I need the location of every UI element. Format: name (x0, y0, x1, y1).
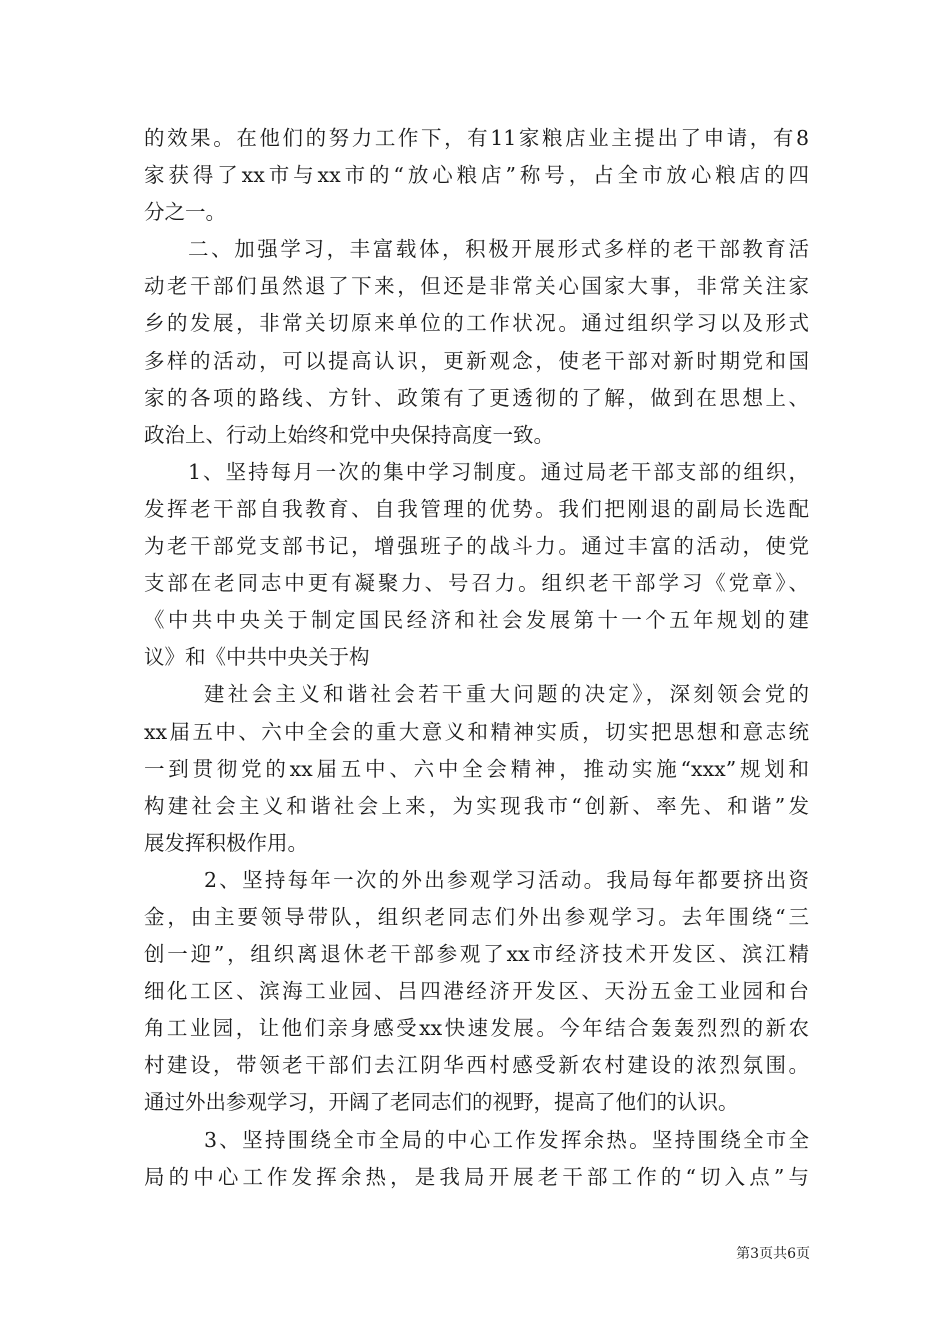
text-line: 动老干部们虽然退了下来，但还是非常关心国家大事，非常关注家 (144, 274, 809, 299)
text-line: 展发挥积极作用。 (144, 830, 308, 855)
page-number: 第3页共6页 (736, 1246, 810, 1262)
text-line: 细化工区、滨海工业园、吕四港经济开发区、天汾五金工业园和台 (144, 979, 809, 1004)
text-line: 二、加强学习，丰富载体，积极开展形式多样的老干部教育活 (188, 237, 809, 262)
text-line: 2、坚持每年一次的外出参观学习活动。我局每年都要挤出资 (204, 867, 809, 892)
text-line: 一到贯彻党的xx届五中、六中全会精神，推动实施“xxx”规划和 (144, 756, 809, 781)
text-line: 支部在老同志中更有凝聚力、号召力。组织老干部学习《党章》、 (144, 571, 809, 596)
body-text (144, 120, 809, 1196)
text-line: 发挥老干部自我教育、自我管理的优势。我们把刚退的副局长选配 (144, 496, 809, 521)
text-line: 局的中心工作发挥余热，是我局开展老干部工作的“切入点”与 (144, 1164, 809, 1189)
text-line: 家的各项的路线、方针、政策有了更透彻的了解，做到在思想上、 (144, 385, 809, 410)
text-line: 的效果。在他们的努力工作下，有11家粮店业主提出了申请，有8 (144, 126, 809, 150)
text-line: 政治上、行动上始终和党中央保持高度一致。 (144, 422, 554, 447)
text-line: 《中共中央关于制定国民经济和社会发展第十一个五年规划的建 (144, 608, 809, 633)
text-line: 家获得了xx市与xx市的“放心粮店”称号，占全市放心粮店的四 (144, 163, 809, 188)
text-line: 议》和《中共中央关于构 (144, 645, 370, 670)
text-line: 创一迎”，组织离退休老干部参观了xx市经济技术开发区、滨江精 (144, 942, 809, 967)
text-line: 为老干部党支部书记，增强班子的战斗力。通过丰富的活动，使党 (144, 534, 809, 559)
text-line: 分之一。 (144, 200, 226, 225)
text-line: 村建设，带领老干部们去江阴华西村感受新农村建设的浓烈氛围。 (144, 1053, 809, 1078)
text-line: 多样的活动，可以提高认识，更新观念，使老干部对新时期党和国 (144, 348, 809, 373)
text-line: 角工业园，让他们亲身感受xx快速发展。今年结合轰轰烈烈的新农 (144, 1016, 809, 1041)
text-line: 构建社会主义和谐社会上来，为实现我市“创新、率先、和谐”发 (144, 793, 809, 818)
text-line: 建社会主义和谐社会若干重大问题的决定》，深刻领会党的 (204, 682, 809, 707)
text-line: 金，由主要领导带队，组织老同志们外出参观学习。去年围绕“三 (144, 904, 809, 929)
text-line: 乡的发展，非常关切原来单位的工作状况。通过组织学习以及形式 (144, 311, 809, 336)
text-line: 1、坚持每月一次的集中学习制度。通过局老干部支部的组织， (188, 459, 809, 484)
text-line: 3、坚持围绕全市全局的中心工作发挥余热。坚持围绕全市全 (204, 1127, 809, 1152)
text-line: xx届五中、六中全会的重大意义和精神实质，切实把思想和意志统 (144, 719, 809, 744)
text-line: 通过外出参观学习，开阔了老同志们的视野，提高了他们的认识。 (144, 1090, 739, 1115)
